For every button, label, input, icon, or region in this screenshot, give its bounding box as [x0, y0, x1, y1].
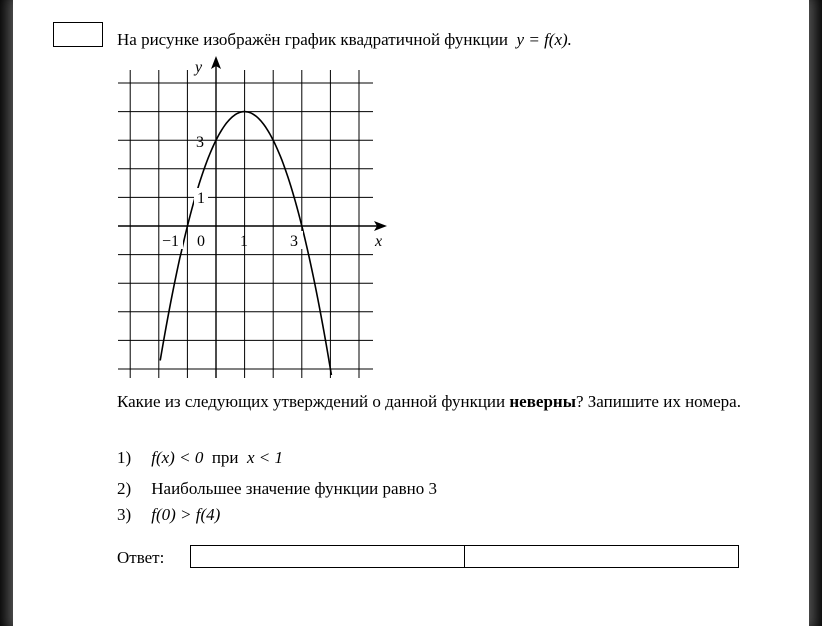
option-2-text: Наибольшее значение функции равно 3	[151, 479, 437, 498]
question-part-1: Какие из следующих утверждений о данной функции	[117, 392, 510, 411]
y-tick-1: 1	[197, 190, 205, 207]
option-1-cond: x < 1	[247, 448, 284, 467]
option-number: 1)	[117, 448, 132, 467]
option-2	[117, 479, 437, 499]
option-1-expr: f(x) < 0	[151, 448, 204, 467]
option-3	[117, 505, 220, 525]
page	[13, 0, 809, 626]
x-tick-minus-1: −1	[162, 233, 180, 250]
answer-label: Ответ:	[117, 548, 165, 567]
y-tick-3: 3	[196, 134, 204, 151]
graph-grid	[118, 70, 373, 378]
task-intro: На рисунке изображён график квадратичной функции	[117, 30, 509, 49]
option-3-expr: f(0) > f(4)	[151, 505, 221, 524]
option-number: 2)	[117, 479, 132, 498]
function-graph	[13, 0, 809, 626]
x-tick-1: 1	[240, 233, 248, 250]
task-formula: y = f(x).	[516, 30, 572, 49]
option-1-word: при	[211, 448, 239, 467]
option-1	[117, 448, 283, 468]
origin-label: 0	[197, 233, 205, 250]
question-text	[117, 392, 767, 412]
answer-cell-left[interactable]	[191, 546, 464, 567]
option-number: 3)	[117, 505, 132, 524]
question-part-2: ? Запишите их номера.	[575, 392, 741, 411]
answer-cell-right[interactable]	[464, 546, 738, 567]
question-bold-word: неверны	[509, 392, 576, 411]
answer-field[interactable]	[190, 545, 739, 568]
x-tick-3: 3	[290, 233, 298, 250]
x-axis-label: x	[375, 233, 383, 250]
y-axis-label: y	[195, 59, 203, 76]
y-axis	[211, 56, 221, 378]
